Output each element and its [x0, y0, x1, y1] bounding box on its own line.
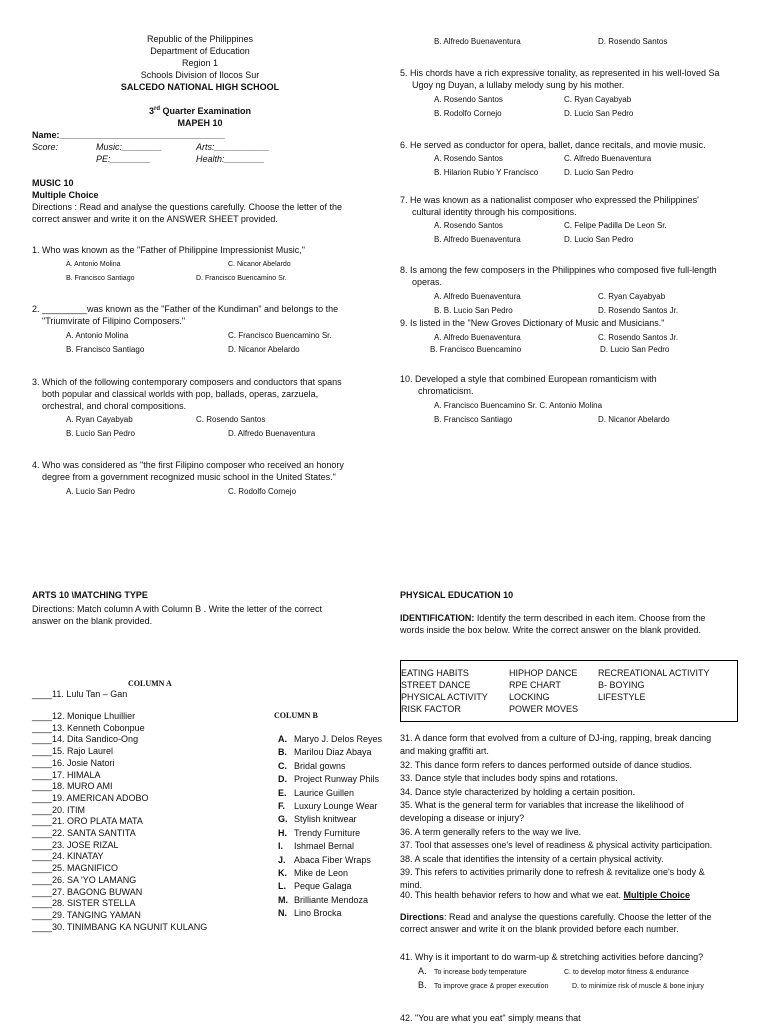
header-republic: Republic of the Philippines — [146, 34, 254, 44]
music-title: MUSIC 10 — [32, 178, 74, 188]
column-b-letter: D. — [278, 774, 287, 785]
column-b-item: Abaca Fiber Wraps — [294, 854, 371, 865]
q8-choice-b: B. B. Lucio San Pedro — [434, 306, 513, 315]
column-b-item: Trendy Furniture — [294, 827, 361, 838]
word-bank-box — [400, 660, 738, 722]
q3-choice-b: B. Lucio San Pedro — [66, 429, 135, 438]
pe-title: PHYSICAL EDUCATION 10 — [400, 590, 514, 600]
column-b-letter: I. — [278, 841, 284, 852]
question-3-line-3: orchestral, and choral compositions. — [42, 401, 187, 411]
q5-choice-a: A. Rosendo Santos — [434, 95, 503, 104]
q10-choice-b: B. Francisco Santiago — [434, 415, 513, 424]
column-a-item[interactable]: ____18. MURO AMI — [32, 781, 113, 792]
column-a-item[interactable]: ____26. SA 'YO LAMANG — [32, 874, 137, 885]
column-a-item[interactable]: ____25. MAGNIFICO — [32, 863, 119, 874]
identification-item: 34. Dance style characterized by holding a certain position. — [400, 786, 636, 797]
column-b-letter: E. — [278, 787, 287, 798]
column-a-item[interactable]: ____27. BAGONG BUWAN — [32, 886, 143, 897]
column-b-letter: H. — [278, 827, 287, 838]
q41-choice-d: D. to minimize risk of muscle & bone injury — [572, 983, 704, 990]
question-7-line-1: 7. He was known as a nationalist composer who expressed the Philippines' — [400, 195, 699, 205]
question-10-line-2: chromaticism. — [418, 386, 474, 396]
q6-choice-b: B. Hilarion Rubio Y Francisco — [434, 168, 539, 177]
q8-choice-c: C. Ryan Cayabyab — [598, 292, 666, 301]
q9-choice-d: D. Lucio San Pedro — [600, 345, 670, 354]
q5-choice-b: B. Rodolfo Cornejo — [434, 109, 502, 118]
q8-choice-a: A. Alfredo Buenaventura — [434, 292, 521, 301]
column-a-item[interactable]: ____30. TINIMBANG KA NGUNIT KULANG — [32, 921, 208, 932]
word-bank-term: RECREATIONAL ACTIVITY — [598, 668, 710, 678]
question-4-line-1: 4. Who was considered as "the first Filipino composer who received an honory — [32, 460, 344, 470]
score-label: Score: — [32, 142, 59, 152]
column-b-letter: M. — [278, 894, 288, 905]
q1-choice-d: D. Francisco Buencamino Sr. — [196, 275, 287, 282]
exam-subject: MAPEH 10 — [177, 118, 223, 128]
column-a-item[interactable]: ____20. ITIM — [32, 804, 86, 815]
column-b-letter: N. — [278, 908, 287, 919]
q2-choice-c: C. Francisco Buencamino Sr. — [228, 331, 332, 340]
q10-choice-d: D. Nicanor Abelardo — [598, 415, 670, 424]
word-bank-term: STREET DANCE — [401, 680, 471, 690]
column-b-item: Marilou Diaz Abaya — [294, 747, 372, 758]
column-a-item[interactable]: ____22. SANTA SANTITA — [32, 828, 136, 838]
identification-item: and making graffiti art. — [400, 746, 489, 757]
word-bank-term: EATING HABITS — [401, 668, 469, 678]
q4-choice-b: B. Alfredo Buenaventura — [434, 37, 521, 46]
q7-choice-a: A. Rosendo Santos — [434, 221, 503, 230]
q1-choice-b: B. Francisco Santiago — [66, 275, 135, 282]
health-score-field[interactable]: Health:________ — [196, 154, 265, 164]
q3-choice-c: C. Rosendo Santos — [196, 415, 266, 424]
q2-choice-b: B. Francisco Santiago — [66, 345, 145, 354]
column-b-letter: F. — [278, 801, 286, 811]
column-a-item[interactable]: ____28. SISTER STELLA — [32, 898, 136, 909]
column-b-item: Maryo J. Delos Reyes — [294, 734, 383, 744]
question-5-line-2: Ugoy ng Duyan, a lullaby melody sung by his mother. — [412, 80, 625, 90]
identification-item: 36. A term generally refers to the way we live. — [400, 826, 582, 837]
pe-directions-2: correct answer and write it on the blank provided before each number. — [400, 924, 679, 934]
music-directions-2: correct answer and write it on the ANSWER SHEET provided. — [32, 214, 278, 224]
word-bank-term: PHYSICAL ACTIVITY — [401, 692, 488, 702]
word-bank-term: POWER MOVES — [509, 704, 579, 714]
q6-choice-a: A. Rosendo Santos — [434, 154, 503, 163]
q41-letter-a: A. — [418, 966, 427, 976]
identification-item: 33. Dance style that includes body spins and rotations. — [400, 773, 618, 784]
pe-score-field[interactable]: PE:________ — [96, 154, 151, 164]
column-b-title: COLUMN B — [274, 711, 318, 720]
identification-item: 39. This refers to activities primarily done to refresh & revitalize one's body & — [400, 867, 705, 877]
q6-choice-c: C. Alfredo Buenaventura — [564, 154, 652, 163]
q4-choice-c: C. Rodolfo Cornejo — [228, 487, 297, 496]
q1-choice-a: A. Antonio Molina — [66, 261, 121, 268]
q41-choice-c: C. to develop motor fitness & endurance — [564, 969, 689, 976]
music-directions-1: Directions : Read and analyse the questions carefully. Choose the letter of the — [32, 202, 343, 212]
identification-item: 32. This dance form refers to dances performed outside of dance studios. — [400, 759, 692, 770]
column-b-item: Project Runway Phils — [294, 774, 380, 785]
column-a-item[interactable]: ____24. KINATAY — [32, 851, 104, 862]
q3-choice-d: D. Alfredo Buenaventura — [228, 429, 316, 438]
question-41: 41. Why is it important to do warm-up & stretching activities before dancing? — [400, 952, 704, 962]
column-b-item: Mike de Leon — [294, 868, 349, 878]
column-b-item: Laurice Guillen — [294, 787, 355, 798]
question-42: 42. "You are what you eat" simply means that — [400, 1013, 581, 1023]
column-a-item[interactable]: ____17. HIMALA — [32, 769, 101, 780]
q5-choice-c: C. Ryan Cayabyab — [564, 95, 632, 104]
q3-choice-a: A. Ryan Cayabyab — [66, 415, 133, 424]
q41-choice-b: To improve grace & proper execution — [434, 983, 549, 990]
question-2-line-1: 2. _________was known as the "Father of the Kundiman" and belongs to the — [32, 304, 339, 314]
word-bank-term: B- BOYING — [598, 680, 645, 690]
question-9: 9. Is listed in the "New Groves Dictionary of Music and Musicians." — [400, 318, 665, 328]
column-b-letter: A. — [278, 734, 287, 744]
arts-directions-2: answer on the blank provided. — [32, 616, 153, 626]
header-region: Region 1 — [181, 58, 219, 68]
arts-title: ARTS 10 \MATCHING TYPE — [32, 590, 148, 600]
question-7-line-2: cultural identity through his compositions. — [412, 207, 577, 217]
identification-item: 31. A dance form that evolved from a culture of DJ-ing, rapping, break dancing — [400, 733, 712, 743]
word-bank-term: LIFESTYLE — [598, 692, 646, 702]
column-a-item[interactable]: ____21. ORO PLATA MATA — [32, 816, 143, 827]
question-4-line-2: degree from a government recognized music school in the United States." — [42, 472, 336, 482]
header-department: Department of Education — [150, 46, 250, 56]
word-bank-term: RPE CHART — [509, 680, 561, 690]
q41-letter-b: B. — [418, 980, 427, 990]
music-score-field[interactable]: Music:________ — [96, 142, 163, 152]
q4-choice-a: A. Lucio San Pedro — [66, 487, 135, 496]
column-a-item[interactable]: ____19. AMERICAN ADOBO — [32, 792, 149, 803]
column-b-item: Stylish knitwear — [294, 814, 357, 825]
identification-line-1: IDENTIFICATION: Identify the term described in each item. Choose from the — [400, 613, 706, 623]
q9-choice-c: C. Rosendo Santos Jr. — [598, 333, 679, 342]
question-2-line-2: "Triumvirate of Filipino Composers." — [42, 316, 186, 326]
identification-item: 38. A scale that identifies the intensity of a certain physical activity. — [400, 853, 664, 864]
column-b-letter: L. — [278, 881, 286, 892]
name-line[interactable]: Name:_________________________________ — [32, 130, 225, 140]
column-a-item[interactable]: ____29. TANGING YAMAN — [32, 909, 141, 920]
column-a-item[interactable]: ____16. Josie Natori — [32, 757, 115, 768]
pe-directions-1: Directions: Read and analyse the questions carefully. Choose the letter of the — [400, 912, 712, 922]
arts-directions-1: Directions: Match column A with Column B . Write the letter of the correct — [32, 604, 322, 614]
column-a-item[interactable]: ____23. JOSE RIZAL — [32, 839, 119, 850]
q2-choice-d: D. Nicanor Abelardo — [228, 345, 300, 354]
question-3-line-2: both popular and classical worlds with pop, ballads, operas, zarzuela, — [42, 389, 319, 399]
q1-choice-c: C. Nicanor Abelardo — [228, 261, 291, 268]
word-bank-term: LOCKING — [509, 692, 550, 702]
column-b-item: Brilliante Mendoza — [294, 894, 369, 905]
column-a-item[interactable]: ____15. Rajo Laurel — [32, 746, 114, 757]
question-6: 6. He served as conductor for opera, ballet, dance recitals, and movie music. — [400, 140, 706, 150]
q8-choice-d: D. Rosendo Santos Jr. — [598, 306, 679, 315]
column-b-item: Peque Galaga — [294, 881, 352, 892]
q9-choice-a: A. Alfredo Buenaventura — [434, 333, 521, 342]
column-b-letter: B. — [278, 747, 287, 758]
item-40: 40. This health behavior refers to how and what we eat. Multiple Choice — [400, 890, 690, 900]
column-b-item: Ishmael Bernal — [294, 841, 355, 852]
question-3-line-1: 3. Which of the following contemporary composers and conductors that spans — [32, 377, 342, 387]
identification-line-2: words inside the box below. Write the correct answer on the blank provided. — [400, 625, 701, 635]
q4-choice-d: D. Rosendo Santos — [598, 37, 668, 46]
question-8-line-2: operas. — [412, 277, 443, 287]
word-bank-term: RISK FACTOR — [401, 704, 461, 714]
q41-choice-a: To increase body temperature — [434, 969, 527, 976]
column-a-item[interactable]: ____12. Monique Lhuillier — [32, 711, 136, 721]
column-b-item: Luxury Lounge Wear — [294, 801, 378, 811]
q7-choice-b: B. Alfredo Buenaventura — [434, 235, 521, 244]
q2-choice-a: A. Antonio Molina — [66, 331, 129, 340]
question-8-line-1: 8. Is among the few composers in the Philippines who composed five full-length — [400, 265, 717, 275]
identification-item: developing a disease or injury? — [400, 813, 525, 824]
q7-choice-c: C. Felipe Padilla De Leon Sr. — [564, 221, 667, 230]
column-a-item[interactable]: ____14. Dita Sandico-Ong — [32, 734, 139, 745]
question-5-line-1: 5. His chords have a rich expressive tonality, as represented in his well-loved Sa — [400, 68, 720, 78]
column-b-letter: G. — [278, 814, 288, 825]
header-school: SALCEDO NATIONAL HIGH SCHOOL — [120, 82, 280, 92]
q6-choice-d: D. Lucio San Pedro — [564, 168, 634, 177]
question-10-line-1: 10. Developed a style that combined European romanticism with — [400, 374, 657, 384]
column-b-item: Lino Brocka — [294, 908, 342, 919]
column-a-title: COLUMN A — [128, 679, 172, 688]
column-b-item: Bridal gowns — [294, 760, 346, 771]
column-a-item[interactable]: ____13. Kenneth Cobonpue — [32, 722, 145, 733]
identification-item: mind. — [400, 880, 423, 891]
exam-title: 3rd Quarter Examination — [148, 106, 252, 116]
header-division: Schools Division of Ilocos Sur — [140, 70, 260, 80]
q5-choice-d: D. Lucio San Pedro — [564, 109, 634, 118]
identification-item: 37. Tool that assesses one's level of readiness & physical activity participation. — [400, 840, 713, 851]
music-subtitle: Multiple Choice — [32, 190, 99, 200]
question-1: 1. Who was known as the "Father of Philippine Impressionist Music," — [32, 245, 306, 255]
column-a-item[interactable]: ____11. Lulu Tan – Gan — [32, 689, 128, 699]
column-b-letter: J. — [278, 854, 286, 865]
arts-score-field[interactable]: Arts:___________ — [196, 142, 270, 152]
q9-choice-b: B. Francisco Buencamino — [430, 345, 522, 354]
column-b-letter: C. — [278, 760, 287, 771]
column-b-letter: K. — [278, 868, 287, 878]
q10-choices-a-c: A. Francisco Buencamino Sr. C. Antonio Molina — [434, 401, 603, 410]
identification-item: 35. What is the general term for variables that increase the likelihood of — [400, 800, 684, 810]
word-bank-term: HIPHOP DANCE — [509, 668, 578, 678]
q7-choice-d: D. Lucio San Pedro — [564, 235, 634, 244]
